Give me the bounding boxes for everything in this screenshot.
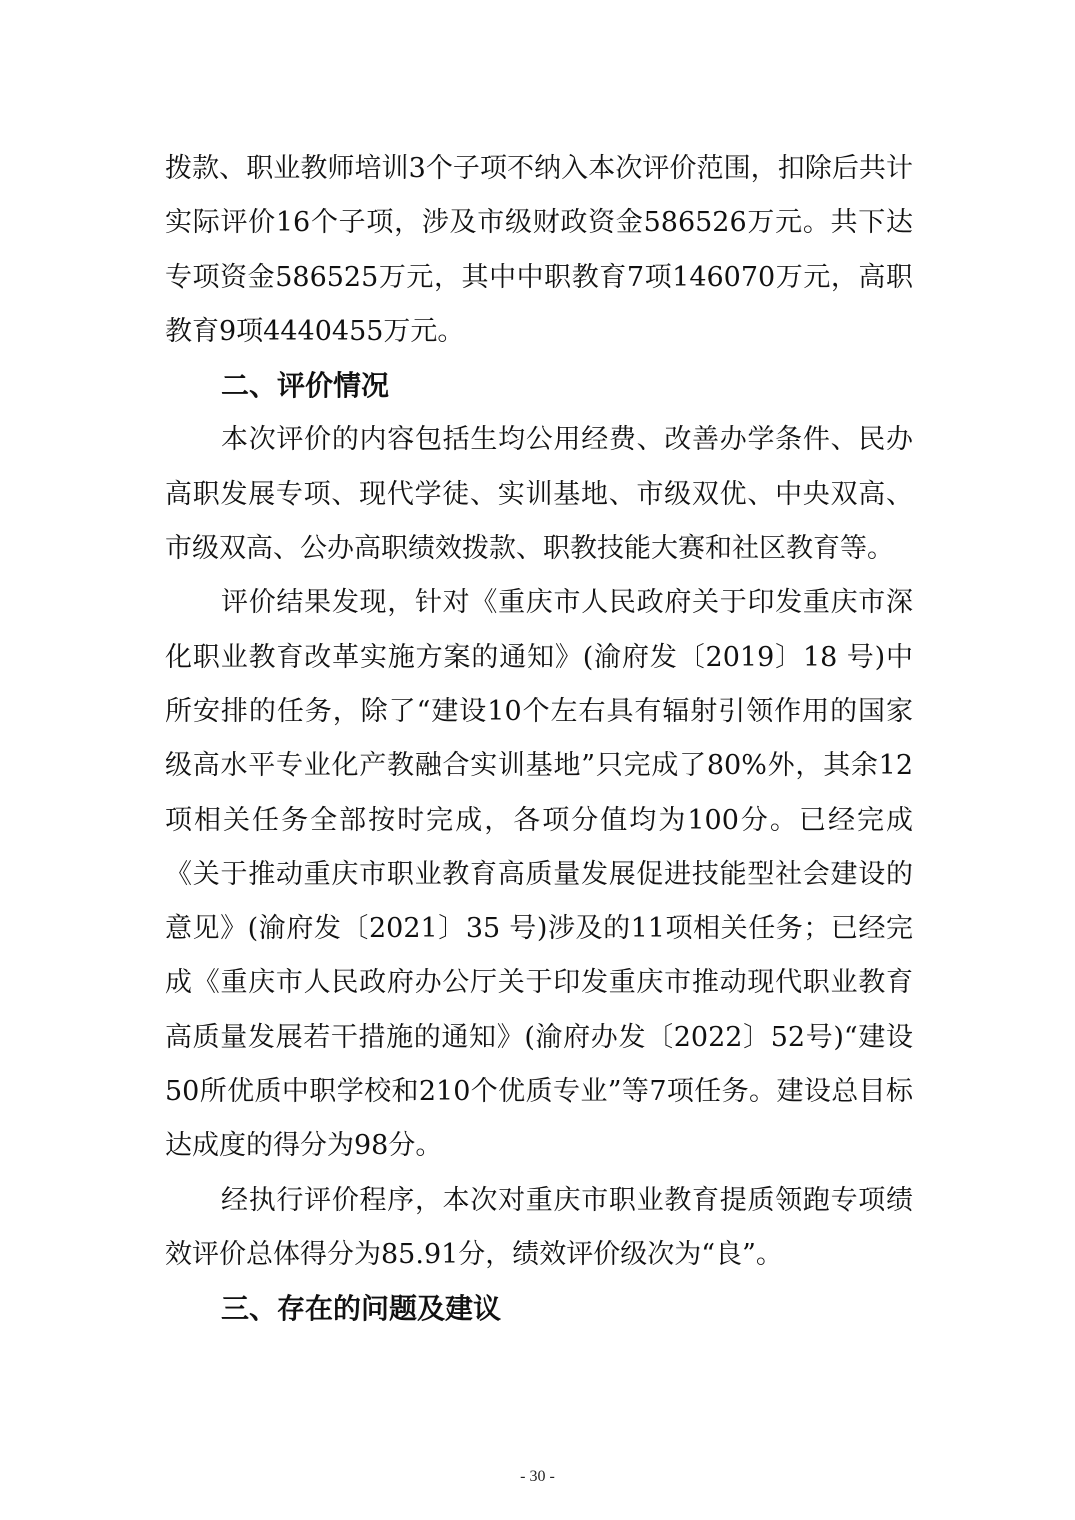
- paragraph-evaluation-results: 评价结果发现，针对《重庆市人民政府关于印发重庆市深化职业教育改革实施方案的通知》(渝府发〔2019〕18 号)中所安排的任务，除了“建设10个左右具有辐射引领作用的国家级高水平专业化产教融合实训基地”只完成了80%外，其余12项相关任务全部按时完成，各项分值均为100分。已经完成《关于推动重庆市职业教育高质量发展促进技能型社会建设的意见》(渝府发〔2021〕35 号)涉及的11项相关任务；已经完成《重庆市人民政府办公厅关于印发重庆市推动现代职业教育高质量发展若干措施的通知》(渝府办发〔2022〕52号)“建设50所优质中职学校和210个优质专业”等7项任务。建设总目标达成度的得分为98分。: [165, 587, 913, 1162]
- section-heading-evaluation: 二、评价情况: [221, 369, 390, 403]
- section-heading-issues: 三、存在的问题及建议: [221, 1292, 502, 1326]
- page-number: - 30 -: [520, 1468, 555, 1485]
- paragraph-overall-score: 经执行评价程序，本次对重庆市职业教育提质领跑专项绩效评价总体得分为85.91分，绩效评价级次为“良”。: [165, 1184, 913, 1270]
- paragraph-evaluation-content: 本次评价的内容包括生均公用经费、改善办学条件、民办高职发展专项、现代学徒、实训基地、市级双优、中央双高、市级双高、公办高职绩效拨款、职教技能大赛和社区教育等。: [165, 424, 913, 565]
- paragraph-continuation: 拨款、职业教师培训3个子项不纳入本次评价范围，扣除后共计实际评价16个子项，涉及市级财政资金586526万元。共下达专项资金586525万元，其中中职教育7项146070万元，高职教育9项4440455万元。: [165, 153, 913, 347]
- document-body: [165, 142, 913, 1337]
